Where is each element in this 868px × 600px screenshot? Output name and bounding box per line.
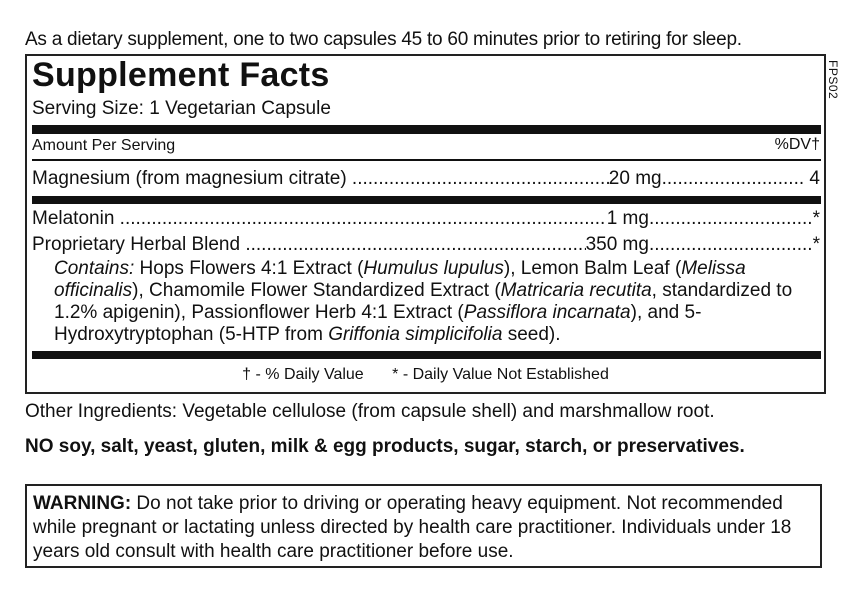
blend-text: Hops Flowers 4:1 Extract (	[134, 258, 364, 279]
footnote-dv: † - % Daily Value	[242, 366, 364, 383]
blend-text: seed).	[502, 324, 561, 345]
blend-text: ), and 5-Hydroxytryptophan (5-HTP from	[54, 302, 702, 345]
blend-contents	[54, 258, 824, 346]
nutrient-amount: 20 mg	[608, 168, 662, 189]
amount-per-serving-header: Amount Per Serving	[32, 137, 176, 154]
warning-box	[25, 484, 822, 568]
dot-leader: ...............................	[648, 208, 813, 229]
serving-size: Serving Size: 1 Vegetarian Capsule	[32, 98, 331, 119]
warning-label: WARNING:	[33, 493, 132, 514]
nutrient-row-herbal-blend	[32, 234, 820, 256]
supplement-facts-panel	[25, 54, 826, 394]
panel-title: Supplement Facts	[32, 56, 330, 94]
thick-divider-bottom	[32, 351, 821, 359]
nutrient-amount: 1 mg	[606, 208, 649, 229]
latin-name: Humulus lupulus	[363, 258, 504, 279]
nutrient-name: Melatonin .....	[32, 208, 607, 230]
footnotes	[27, 366, 824, 384]
side-code: FPS02	[826, 60, 840, 100]
blend-text: ), Chamomile Flower Standardized Extract (	[132, 280, 501, 301]
nutrient-name: Magnesium (from magnesium citrate) .....	[32, 168, 609, 190]
contains-label: Contains:	[54, 258, 135, 279]
nutrient-amount: 350 mg	[585, 234, 649, 255]
thin-divider	[32, 159, 821, 161]
latin-name: Passiflora incarnata	[463, 302, 631, 323]
latin-name: Griffonia simplicifolia	[328, 324, 503, 345]
thick-divider-top	[32, 125, 821, 134]
directions-text: As a dietary supplement, one to two capsules 45 to 60 minutes prior to retiring for sleep.	[25, 29, 742, 50]
nutrient-dv: *	[812, 234, 820, 255]
footnote-not-established: * - Daily Value Not Established	[392, 366, 609, 383]
dot-leader: ...........................	[661, 168, 810, 189]
dot-leader: ...............................	[648, 234, 813, 255]
dv-header: %DV†	[774, 136, 820, 153]
blend-text: , standardized to 1.2% apigenin), Passionflower Herb 4:1 Extract (	[54, 280, 793, 323]
nutrient-name: Proprietary Herbal Blend .....	[32, 234, 586, 256]
blend-text: ), Lemon Balm Leaf (	[503, 258, 682, 279]
latin-name: Melissa officinalis	[54, 258, 746, 301]
nutrient-row-magnesium	[32, 168, 820, 190]
nutrient-dv: *	[812, 208, 820, 229]
other-ingredients: Other Ingredients: Vegetable cellulose (from capsule shell) and marshmallow root.	[25, 401, 715, 422]
nutrient-dv: 4	[809, 168, 820, 189]
thick-divider-middle	[32, 196, 821, 204]
nutrient-row-melatonin	[32, 208, 820, 230]
warning-text: Do not take prior to driving or operating heavy equipment. Not recommended while pregnant or lactating unless directed by health care practitioner. Individuals under 18 years old consult with health care practitioner before use.	[33, 493, 792, 562]
free-from-statement: NO soy, salt, yeast, gluten, milk & egg products, sugar, starch, or preservatives.	[25, 436, 745, 457]
latin-name: Matricaria recutita	[500, 280, 652, 301]
